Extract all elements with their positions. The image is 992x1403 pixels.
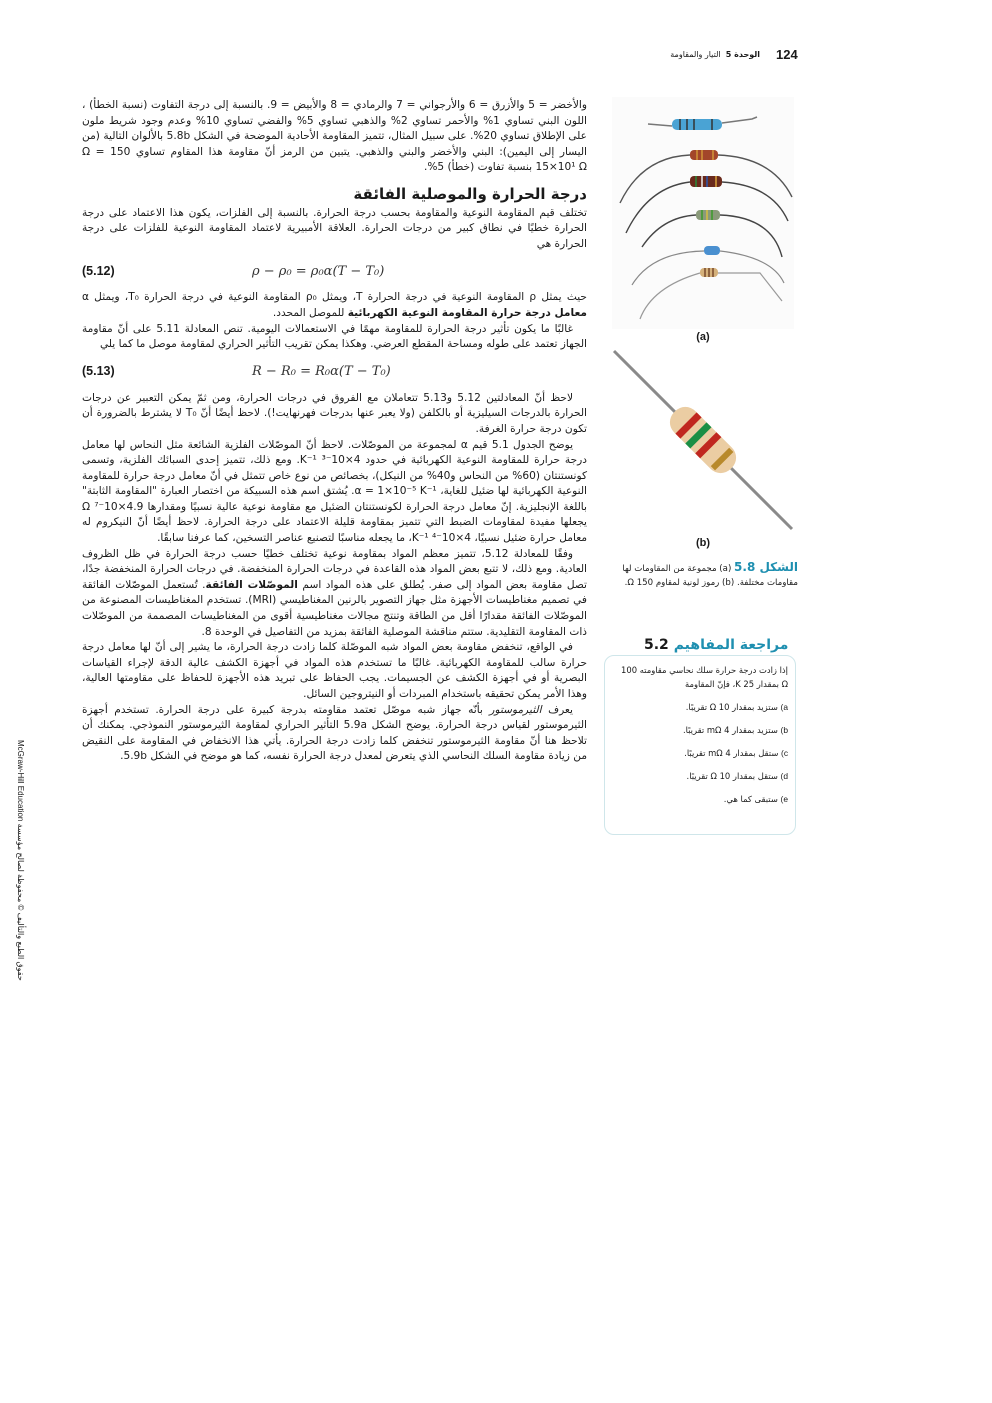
resistor-150-ohm-icon: [608, 345, 798, 535]
figure-5-8a-resistors: [612, 97, 794, 343]
copyright-notice: McGraw-Hill Education حقوق الطبع والتأليف © محفوظة لصالح مؤسسة: [16, 740, 25, 981]
paragraph-4: يوضح الجدول 5.1 قيم α لمجموعة من الموصّلات. لاحظ أنّ الموصّلات الفلزية الشائعة مثل النحاس لها معامل درجة حرارة للمقاومة النوعية الكهربائية في حدود 4×10⁻³ K⁻¹. ومع ذلك، تتميز إحدى السبائك الفلزية، وتسمى كونستنتان (60% من النحاس و40% من النيكل)، بخصائص من نوع خاص تتمثل في أنّ معامل درجة حرارة للمقاومة النوعية الكهربائية لها ضئيل للغاية، α = 1×10⁻⁵ K⁻¹. يُشتق اسم هذه السبيكة من اختصار العبارة "المقاومة الثابتة" باللغة الإنجليزية. إنّ معامل درجة الحرارة لكونستنتان الضئيل مع مقاومة نوعية عالية نسبيًا ومقدارها 4.9×10⁻⁷ Ω يجعلها مفيدة لمقاومات الضبط التي تتميز بمقاومة قليلة الاعتماد على درجة الحرارة. لاحظ أيضًا أنّ النيكروم له معامل حرارة ضئيل نسبيًا، 4×10⁻⁴ K⁻¹، ما يجعله مناسبًا لتصنيع عناصر التسخين، كما عرفنا سابقًا.: [82, 438, 588, 545]
p7-text-end: بأنّه جهاز شبه موصّل تعتمد مقاومته بدرجة كبيرة على درجة الحرارة. تستخدم أجهزة الثيرموستور لقياس درجة الحرارة. يوضح الشكل 5.9a التأثير الحراري لمقاومة الثيرموستور النموذجي. يمكنك أن تلاحظ هنا أنّ مقاومة الثيرموستور تنخفض كلما زادت درجة الحرارة. يأتي هذا الانخفاض في المقاومة على النقيض من زيادة مقاومة السلك النحاسي الذي يتعرض لمعدل درجة الحرارة نفسه، كما هو موضح في الشكل 5.9b.: [82, 703, 587, 763]
review-question: إذا زادت درجة حرارة سلك نحاسي مقاومته 100 Ω بمقدار 25 K، فإنّ المقاومة: [621, 665, 788, 689]
equation-number: (5.12): [82, 263, 115, 278]
main-text-column: [82, 98, 587, 765]
intro-paragraph: والأخضر = 5 والأزرق = 6 والأرجواني = 7 والرمادي = 8 والأبيض = 9. بالنسبة إلى درجة التفاوت (نسبة الخطأ) ، اللون البني تساوي 1% والأحمر تساوي 2% والذهبي تساوي 5% والفضي تساوي 10% وعدم وجود شريط ملون على الإطلاق تساوي 20%. على سبيل المثال، تتميز المقاومة الأحادية الموضحة في الشكل 5.8b بالألوان التالية (من اليسار إلى اليمين): البني والأخضر والبني والذهبي. يتبين من الرمز أنّ مقاومة هذا المقاوم تساوي 150 Ω = 15×10¹ Ω بنسبة تفاوت (خطأ) 5%.: [82, 99, 588, 174]
p7-text: يعرف: [541, 703, 573, 716]
paragraph-2: غالبًا ما يكون تأثير درجة الحرارة للمقاومة مهمًا في الاستعمالات اليومية. تنص المعادلة 5.11 على أنّ مقاومة الجهاز تعتمد على طوله ومساحة المقطع العرضي. وهكذا يمكن تقريب التأثير الحراري لمقاومة موصل ما كما يلي: [82, 322, 587, 351]
term-thermistor: الثيرموستور: [489, 703, 542, 716]
figure-5-8b-resistor: [608, 345, 798, 549]
option-letter: c): [781, 748, 788, 758]
section-intro: تختلف قيم المقاومة النوعية والمقاومة بحسب درجة الحرارة. بالنسبة إلى الفلزات، يكون هذا الاعتماد على درجة الحرارة خطيًا في نطاق كبير من درجات الحرارة. العلاقة الأمبيرية لاعتماد المقاومة النوعية للفلزات على درجة الحرارة هي: [82, 206, 587, 250]
figure-label-b: (b): [695, 537, 711, 549]
option-text: ستقل بمقدار 4 mΩ تقريبًا.: [684, 748, 779, 758]
equation-5-13: [82, 357, 587, 387]
unit-header: [600, 50, 760, 59]
equation-expression: ρ − ρ₀ = ρ₀α(T − T₀): [252, 263, 385, 279]
p5-text-end: . تُستعمل الموصّلات الفائقة في تصميم مغناطيسات الأجهزة مثل جهاز التصوير بالرنين المغناطيسي (MRI). تستخدم المغناطيسات المصنوعة من الموصّلات الفائقة مقدارًا أقل من الطاقة وتنتج مجالات مغناطيسية أقوى من المغناطيسات المصممة من الموصّلات ذات المقاومة التقليدية. ستتم مناقشة الموصلية الفائقة بمزيد من التفاصيل في الوحدة 8.: [82, 578, 587, 638]
review-title-text: مراجعة المفاهيم: [673, 637, 789, 653]
review-option-e: [612, 792, 788, 806]
where-text-end: للموصل المحدد.: [272, 306, 348, 319]
option-text: ستزيد بمقدار 10 Ω تقريبًا.: [685, 702, 778, 712]
equation-number: (5.13): [82, 363, 115, 378]
option-letter: b): [780, 725, 788, 735]
where-text: حيث يمثل ρ المقاومة النوعية في درجة الحرارة T، ويمثل ρ₀ المقاومة النوعية في درجة الحرارة T₀، ويمثل α: [82, 291, 587, 304]
paragraph-5: [82, 547, 587, 641]
concept-review-title: [640, 637, 792, 653]
review-option-c: [612, 746, 788, 760]
review-title-number: 5.2: [644, 637, 669, 653]
key-term-alpha: معامل درجة حرارة المقاومة النوعية الكهربائية: [347, 306, 587, 319]
resistors-collection-icon: [612, 97, 794, 329]
paragraph-3: لاحظ أنّ المعادلتين 5.12 و5.13 تتعاملان مع الفروق في درجات الحرارة، ومن ثمّ يمكن التعبير عن درجات الحرارة بالدرجات السيليزية أو بالكلفن (ولا يعبر عنها بدرجات فهرنهايت!). لاحظ أيضًا أنّ T₀ لا يشترط بالضرورة أن تكون درجة حرارة الغرفة.: [82, 391, 587, 435]
review-option-a: [612, 700, 788, 714]
figure-caption: [606, 560, 798, 590]
review-option-d: [612, 769, 788, 783]
concept-review-body: [612, 663, 788, 806]
option-text: ستقل بمقدار 10 Ω تقريبًا.: [686, 771, 778, 781]
caption-title: الشكل 5.8: [734, 560, 798, 574]
paragraph-6: في الواقع، تنخفض مقاومة بعض المواد شبه الموصّلة كلما زادت درجة الحرارة، ما يشير إلى أنّ لها معامل درجة حرارة سالب للمقاومة الكهربائية. غالبًا ما تستخدم هذه المواد في أجهزة الكشف عالية الدقة لإجراء القياسات البصرية أو في أجهزة الكشف عن الجسيمات. يجب الحفاظ على تبريد هذه الأجهزة للحفاظ على مقاومتها العالية، وهذا الأمر يمكن تحقيقه باستخدام المبردات أو النيتروجين السائل.: [82, 641, 587, 700]
key-term-superconductors: الموصّلات الفائقة: [205, 578, 298, 591]
unit-title: التيار والمقاومة: [670, 50, 721, 59]
p5-text: وفقًا للمعادلة 5.12، تتميز معظم المواد بمقاومة نوعية تختلف خطيًا حسب درجة الحرارة في ظل الظروف العادية. ومع ذلك، لا تتبع بعض المواد هذه القاعدة في درجات الحرارة المنخفضة. في درجات الحرارة المنخفضة جدًا، تصل مقاومة بعض المواد إلى صفر. يُطلق على هذه المواد اسم: [82, 547, 587, 591]
where-paragraph: [82, 290, 587, 321]
equation-5-12: [82, 256, 587, 286]
figure-label-a: (a): [696, 331, 710, 343]
option-letter: e): [780, 794, 788, 804]
unit-label: الوحدة 5: [725, 50, 760, 59]
option-letter: d): [780, 771, 788, 781]
review-option-b: [612, 723, 788, 737]
equation-expression: R − R₀ = R₀α(T − T₀): [252, 363, 391, 379]
option-letter: a): [780, 702, 788, 712]
section-heading: درجة الحرارة والموصلية الفائقة: [353, 184, 587, 203]
option-text: ستبقى كما هي.: [723, 794, 778, 804]
page-number: 124: [776, 47, 798, 62]
paragraph-7: [82, 703, 587, 765]
caption-text: (a) مجموعة من المقاومات لها مقاومات مختلفة. (b) رموز لونية لمقاوم 150 Ω.: [622, 564, 798, 588]
option-text: ستزيد بمقدار 4 mΩ تقريبًا.: [682, 725, 778, 735]
